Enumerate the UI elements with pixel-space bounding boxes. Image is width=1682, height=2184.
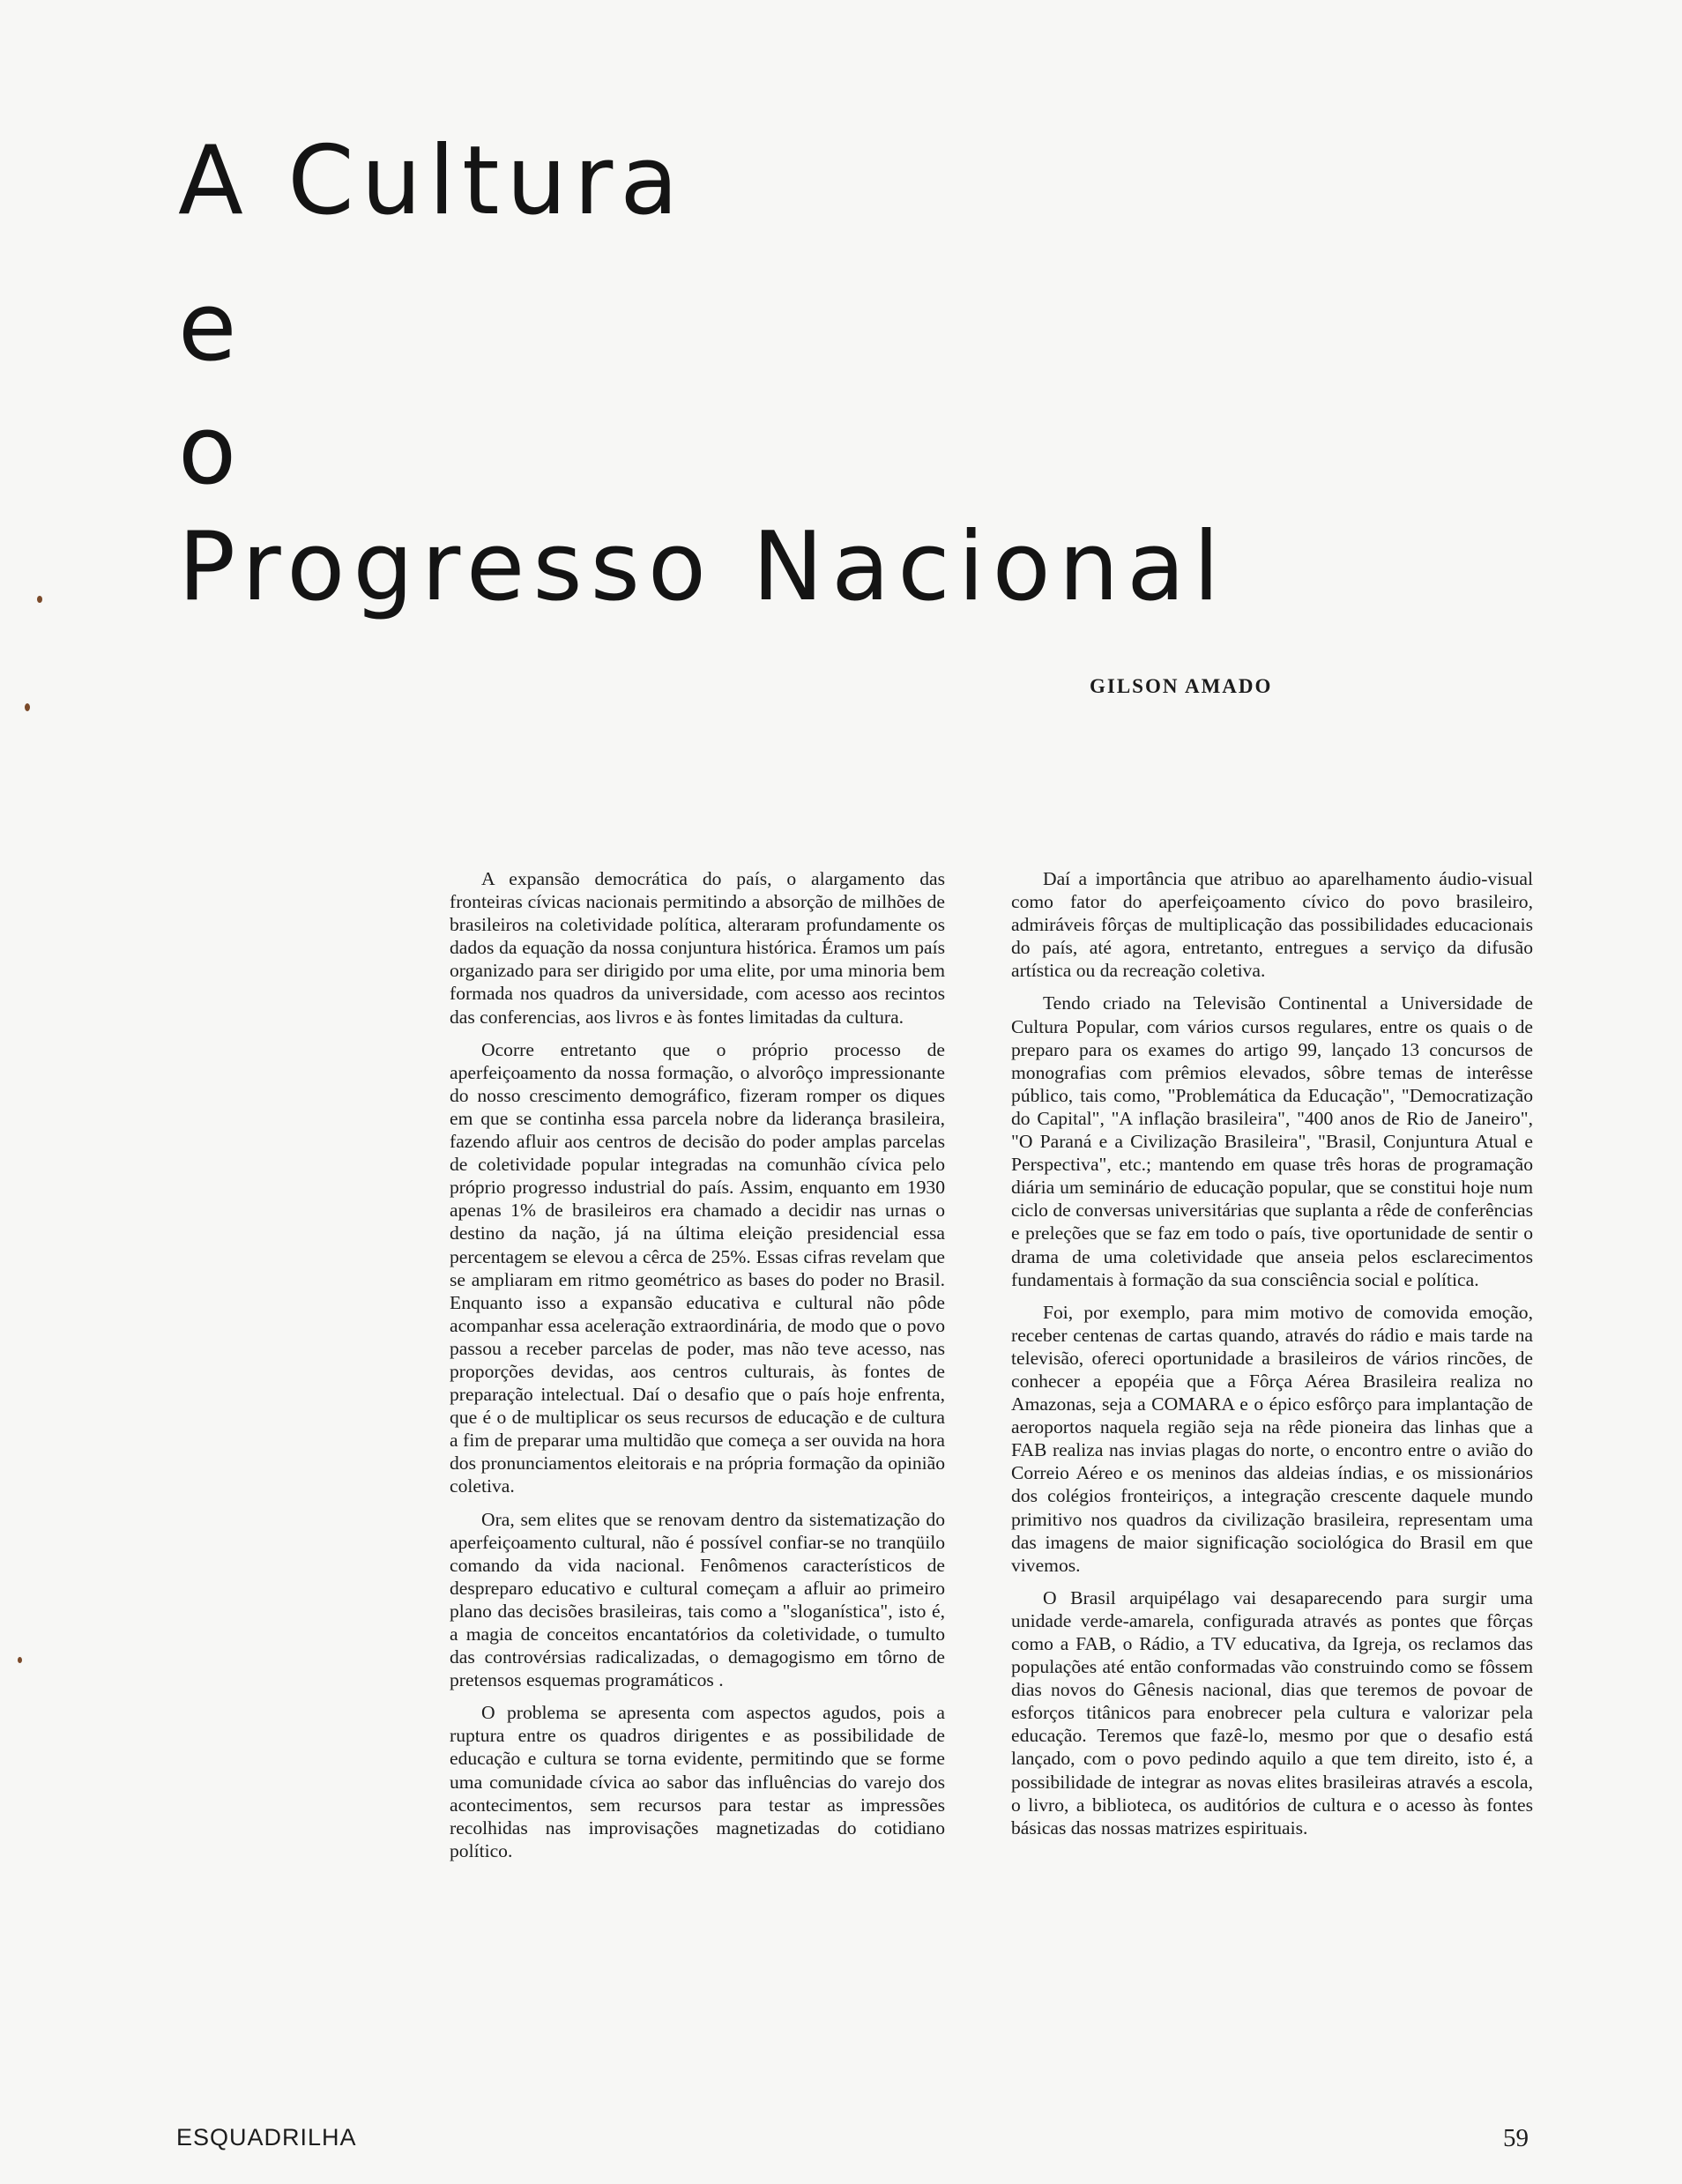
title-line-2: e bbox=[178, 272, 242, 383]
title-line-4: Progresso Nacional bbox=[178, 512, 1228, 622]
scan-speck bbox=[25, 703, 30, 711]
article-column-left bbox=[450, 867, 945, 1872]
paragraph: O problema se apresenta com aspectos agudos, pois a ruptura entre os quadros dirigentes e as possibilidade de educação e cultura se torna evidente, permitindo que se forme uma comunidade cívica ao sabor das influências do varejo dos acontecimentos, sem recursos para testar as impressões recolhidas nas improvisações magnetizadas do cotidiano político. bbox=[450, 1702, 945, 1861]
paragraph: A expansão democrática do país, o alargamento das fronteiras cívicas nacionais permitindo a absorção de milhões de brasileiros na coletividade política, alteraram profundamente os dados da equação da nossa conjuntura histórica. Éramos um país organizado para ser dirigido por uma elite, por uma minoria bem formada nos quadros da universidade, com acesso aos recintos das conferencias, aos livros e às fontes limitadas da cultura. bbox=[450, 868, 945, 1028]
paragraph: O Brasil arquipélago vai desaparecendo para surgir uma unidade verde-amarela, configurada através as pontes que fôrças como a FAB, o Rádio, a TV educativa, da Igreja, os reclamos das populações até então conformadas vão construindo como se fôssem dias novos do Gênesis nacional, dias que teremos de povoar de esforços titânicos para enobrecer pela cultura e valorizar pela educação. Teremos que fazê-lo, mesmo por que o desafio está lançado, com o povo pedindo aquilo a que tem direito, isto é, a possibilidade de integrar as novas elites brasileiras através a escola, o livro, a biblioteca, os auditórios de cultura e o acesso às fontes básicas das nossas matrizes espirituais. bbox=[1011, 1586, 1533, 1839]
scan-speck bbox=[37, 596, 42, 603]
paragraph: Daí a importância que atribuo ao aparelhamento áudio-visual como fator do aperfeiçoamento cívico do povo brasileiro, admiráveis fôrças de multiplicação das possibilidades educacionais do país, até agora, entretanto, entregues a serviço da difusão artística ou da recreação coletiva. bbox=[1011, 868, 1533, 982]
paragraph: Ora, sem elites que se renovam dentro da sistematização do aperfeiçoamento cultural, não é possível confiar-se no tranqüilo comando da vida nacional. Fenômenos característicos de despreparo educativo e cultural começam a afluir ao primeiro plano das decisões brasileiras, tais como a "sloganística", isto é, a magia de conceitos encantatórios da coletividade, o tumulto das controvérsias radicalizadas, o demagogismo em tôrno de pretensos esquemas programáticos . bbox=[450, 1508, 945, 1691]
article-column-right bbox=[1011, 867, 1533, 1849]
scan-speck bbox=[18, 1657, 22, 1663]
title-line-1: A Cultura bbox=[178, 126, 686, 236]
publication-name: ESQUADRILHA bbox=[176, 2124, 357, 2151]
paragraph: Foi, por exemplo, para mim motivo de comovida emoção, receber centenas de cartas quando, através do rádio e mais tarde na televisão, ofereci oportunidade a brasileiros de vários rincões, de conhecer a epopéia que a Fôrça Aérea Brasileira realiza no Amazonas, seja a COMARA e o épico esfôrço para implantação de aeroportos naquela região seja na rêde pioneira das linhas que a FAB realiza nas invias plagas do norte, o encontro entre o avião do Correio Aéreo e os meninos das aldeias índias, e os missionários dos colégios fronteiriços, a integração crescente daquele mundo primitivo nos quadros da civilização brasileira, representam uma das imagens de maior significação sociológica do Brasil em que vivemos. bbox=[1011, 1301, 1533, 1576]
paragraph: Ocorre entretanto que o próprio processo de aperfeiçoamento da nossa formação, o alvorôço impressionante do nosso crescimento demográfico, fizeram romper os diques em que se continha essa parcela nobre da liderança brasileira, fazendo afluir aos centros de decisão do poder amplas parcelas de coletividade popular integradas na comunhão cívica pelo próprio progresso industrial do país. Assim, enquanto em 1930 apenas 1% de brasileiros era chamado a decidir nas urnas o destino da nação, já na última eleição presidencial essa percentagem se elevou a cêrca de 25%. Essas cifras revelam que se ampliaram em ritmo geométrico as bases do poder no Brasil. Enquanto isso a expansão educativa e cultural não pôde acompanhar essa aceleração extraordinária, de modo que o povo passou a receber parcelas de poder, mas não teve acesso, nas proporções devidas, aos centros culturais, às fontes de preparação intelectual. Daí o desafio que o país hoje enfrenta, que é o de multiplicar os seus recursos de educação e de cultura a fim de preparar uma multidão que começa a ser ouvida na hora dos pronunciamentos eleitorais e na própria formação da opinião coletiva. bbox=[450, 1038, 945, 1497]
author-byline: GILSON AMADO bbox=[1090, 675, 1273, 697]
page-number: 59 bbox=[1503, 2124, 1529, 2152]
title-line-3: o bbox=[178, 396, 242, 506]
paragraph: Tendo criado na Televisão Continental a Universidade de Cultura Popular, com vários cursos regulares, entre os quais o de preparo para os exames do artigo 99, lançado 13 concursos de monografias com prêmios elevados, sôbre temas de interêsse público, tais como, "Problemática da Educação", "Democratização do Capital", "A inflação brasileira", "400 anos de Rio de Janeiro", "O Paraná e a Civilização Brasileira", "Brasil, Conjuntura Atual e Perspectiva", etc.; mantendo em quase três horas de programação diária um seminário de educação popular, que se constitui hoje num ciclo de conversas universitárias que suplanta a rêde de conferências e preleções que se faz em todo o país, tive oportunidade de sentir o drama de uma coletividade que anseia pelos esclarecimentos fundamentais à formação da sua consciência social e política. bbox=[1011, 992, 1533, 1290]
